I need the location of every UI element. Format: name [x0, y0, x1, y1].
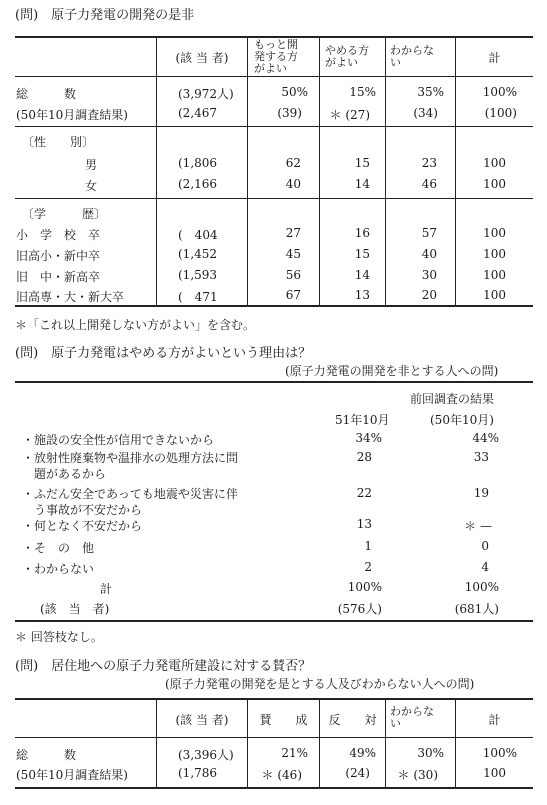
table1-edu-group-label: 〔学 歴〕	[22, 207, 107, 221]
table1-row-label: 旧高小・新中卒	[16, 249, 101, 263]
table1-cell: 20	[421, 288, 437, 302]
table1-cell: (39)	[277, 106, 302, 120]
table1-cell: 56	[285, 268, 301, 282]
table1-cell: 35%	[417, 85, 444, 99]
table1-cell: 14	[354, 177, 370, 191]
table1-cell: 67	[285, 288, 301, 302]
table3-total-label: 総 数	[16, 748, 77, 762]
section3-subtitle: (原子力発電の開発を是とする人及びわからない人への問)	[165, 677, 475, 691]
table1-row-label: 男	[85, 158, 98, 172]
table3-col-divider	[385, 698, 386, 788]
table2-cell: 33	[473, 450, 489, 464]
table1-cell: 15	[354, 247, 370, 261]
table3-cell: 49%	[349, 746, 376, 760]
table3-prev-label: (50年10月調査結果)	[16, 768, 128, 782]
table2-row-label: ・放射性廃棄物や温排水の処理方法に問 題があるから	[22, 451, 239, 481]
section2-subtitle: (原子力発電の開発を非とする人への問)	[285, 364, 499, 378]
table1-col-divider	[156, 36, 157, 306]
table3-header-total: 計	[488, 713, 501, 727]
table2-col2-header: (50年10月)	[430, 413, 494, 427]
section3-title: (問) 居住地への原子力発電所建設に対する賛否？	[15, 659, 312, 674]
table2-cell: (681人)	[454, 602, 499, 616]
table1-cell: (100)	[484, 106, 517, 120]
table1-cell: (1,806	[178, 156, 218, 170]
table1-col-divider	[247, 36, 248, 306]
table2-cell: 28	[356, 450, 372, 464]
table1-cell: (2,467	[178, 106, 218, 120]
table2-cell: 13	[356, 517, 372, 531]
table1-col-divider	[319, 36, 320, 306]
table2-total-label: 計	[100, 582, 113, 596]
table2-cell: 22	[356, 486, 372, 500]
table1-cell: 13	[354, 288, 370, 302]
table2-cell: 4	[481, 560, 489, 574]
table1-header-respondents: (該 当 者)	[175, 51, 229, 65]
table3-cell: 30%	[417, 746, 444, 760]
table1-cell: 14	[354, 268, 370, 282]
table2-row-label: ・何となく不安だから	[22, 519, 143, 533]
table1-header-dont-know: わからな い	[390, 44, 434, 69]
table2-row-label: ・そ の 他	[22, 541, 95, 555]
table1-cell: 57	[421, 226, 437, 240]
table1-row-label: 女	[85, 179, 98, 193]
table1-col-divider	[455, 36, 456, 306]
table1-cell: 50%	[281, 85, 308, 99]
table3-cell: ＊ (46)	[261, 768, 302, 782]
table1-row-label: 旧 中・新高卒	[16, 270, 101, 284]
table1-sex-group-label: 〔性 別〕	[22, 135, 95, 149]
table2-cell: (576人)	[337, 602, 382, 616]
table2-cell: 34%	[355, 431, 382, 445]
table1-cell: 100	[483, 156, 506, 170]
table2-cell: ＊ —	[464, 519, 492, 533]
table1-header-total: 計	[488, 51, 501, 65]
table3-cell: ＊ (30)	[397, 768, 438, 782]
table1-cell: 15%	[349, 85, 376, 99]
table2-bottom-rule	[15, 620, 533, 622]
table1-cell: 40	[421, 247, 437, 261]
table2-n-label: (該 当 者)	[40, 602, 110, 616]
section2-title: (問) 原子力発電はやめる方がよいという理由は？	[15, 346, 312, 361]
table1-row-label: 小 学 校 卒	[16, 228, 101, 242]
table1-cell: (1,452	[178, 247, 218, 261]
table1-row-label: 旧高専・大・新大卒	[16, 290, 125, 304]
table1-cell: 100%	[482, 85, 517, 99]
table3-header-approve: 賛 成	[259, 713, 308, 727]
table1-cell: 23	[421, 156, 437, 170]
table2-cell: 1	[364, 539, 372, 553]
table1-cell: 62	[285, 156, 301, 170]
table2-row-label: ・施設の安全性が信用できないから	[22, 433, 215, 447]
table1-cell: 100	[483, 288, 506, 302]
table3-cell: (1,786	[178, 766, 218, 780]
table1-cell: ＊ (27)	[329, 108, 370, 122]
table2-row-label: ・わからない	[22, 562, 95, 576]
table1-cell: 100	[483, 226, 506, 240]
table2-row-label: ・ふだん安全であっても地震や災害に伴 う事故が不安だから	[22, 487, 238, 517]
table2-cell: 100%	[464, 580, 499, 594]
table1-cell: (34)	[413, 106, 438, 120]
table1-cell: 40	[285, 177, 301, 191]
section1-title: (問) 原子力発電の開発の是非	[15, 8, 195, 23]
table1-prev-label: (50年10月調査結果)	[16, 108, 128, 122]
table1-footnote: ＊「これ以上開発しない方がよい」を含む。	[15, 318, 256, 332]
table3-cell: (3,396人)	[178, 748, 234, 762]
table1-cell: 16	[354, 226, 370, 240]
table1-cell: 27	[285, 226, 301, 240]
table1-cell: 30	[421, 268, 437, 282]
table2-cell: 19	[473, 486, 489, 500]
table2-cell: 44%	[472, 431, 499, 445]
table2-top-rule	[15, 381, 533, 383]
table1-total-label: 総 数	[16, 87, 77, 101]
table3-header-oppose: 反 対	[328, 713, 377, 727]
table1-cell: (2,166	[178, 177, 218, 191]
table1-col-divider	[385, 36, 386, 306]
table3-cell: (24)	[345, 766, 370, 780]
table1-cell: 46	[421, 177, 437, 191]
table3-header-dont-know: わからな い	[390, 705, 434, 730]
table1-cell: ( 471	[178, 290, 218, 304]
table1-cell: (3,972人)	[178, 87, 234, 101]
table1-cell: ( 404	[178, 228, 218, 242]
table1-cell: 100	[483, 247, 506, 261]
table1-cell: (1,593	[178, 268, 218, 282]
table1-header-should-stop: やめる方 がよい	[325, 44, 369, 69]
table3-header-respondents: (該 当 者)	[175, 713, 229, 727]
table1-cell: 100	[483, 268, 506, 282]
table2-cell: 100%	[347, 580, 382, 594]
table2-col1-header: 51年10月	[335, 413, 390, 427]
table2-cell: 2	[364, 560, 372, 574]
table1-header-more-development: もっと開 発する方 がよい	[254, 38, 298, 75]
table3-cell: 100%	[482, 746, 517, 760]
table1-cell: 45	[285, 247, 301, 261]
table2-cell: 0	[481, 539, 489, 553]
table1-cell: 100	[483, 177, 506, 191]
table3-cell: 21%	[281, 746, 308, 760]
table3-cell: 100	[483, 766, 506, 780]
table2-prev-header: 前回調査の結果	[410, 392, 495, 406]
table2-footnote: ＊ 回答枝なし。	[15, 630, 103, 644]
table1-cell: 15	[354, 156, 370, 170]
